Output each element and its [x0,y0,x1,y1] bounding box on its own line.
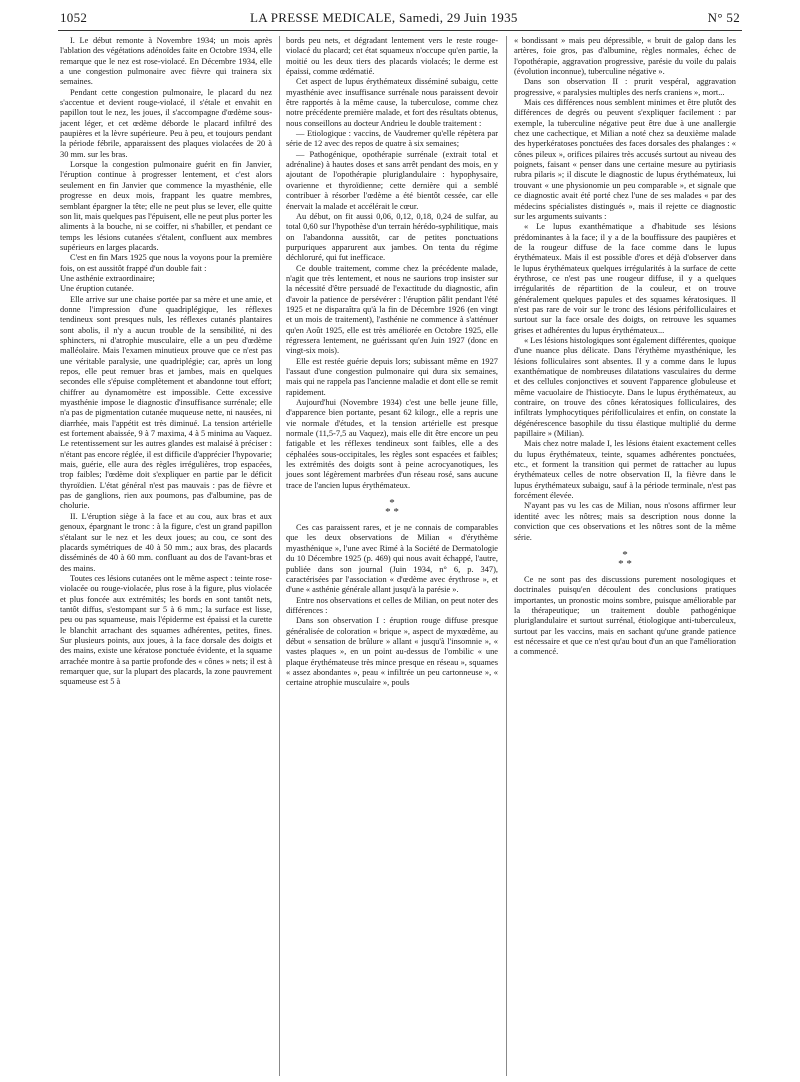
paragraph: C'est en fin Mars 1925 que nous la voyons pour la première fois, on est aussitôt frappé d'un double fait : [60,253,272,273]
paragraph: Une éruption cutanée. [60,284,134,294]
issue-number: N° 52 [707,10,740,25]
paragraph: Aujourd'hui (Novembre 1934) c'est une belle jeune fille, d'apparence bien portante, pesant 62 kilogr., elle a repris une vie normale d'études, et la tension artérielle est presque normale (11,5-7,5 au Vaquez), mais elle dit être encore un peu fatigable et les réflexes tendineux sont faibles, elle a des céphalées sous-occipitales, les règles sont espacées et faibles; les extrémités des doigts sont à peine acrocyanotiques, les joues sont légèrement marbrées d'un réseau rosé, sans aucune trace de l'ancien lupus érythémateux. [286,398,498,490]
paragraph: — Etiologique : vaccins, de Vaudremer qu'elle répètera par série de 12 avec des repos de quatre à six semaines; [286,129,498,149]
paragraph: I. Le début remonte à Novembre 1934; un mois après l'ablation des végétations adénoïdes faite en Octobre 1934, elle remarque que le nez est rose-violacé. En Décembre 1934, elle a une congestion pulmonaire avec fièvre qui trainera six semaines. [60,36,272,87]
paragraph: « Les lésions histologiques sont également différentes, quoique d'une nuance plus délicate. Dans l'érythème myasthénique, les lésions folliculaires sont absentes. Il y a comme dans le lupus exanthématique de nombreuses dilatations vasculaires du derme et des cellules conjonctives et souvent l'apparence globuleuse et même vacuolaire de l'histiocyte. Dans le lupus érythémateux, au contraire, on trouve des cônes kératosiques folliculaires, des infiltrats lymphocytiques périfolliculaires et enfin, on constate la dégénérescence basophile du tissu élastique multiplié du derme papillaire » (Milian). [514,335,736,439]
paragraph: — Pathogénique, opothérapie surrénale (extrait total et adrénaline) à hautes doses et sans arrêt pendant des mois, en y ajoutant de l'opothérapie pluriglandulaire : hypophysaire, ovarienne et thyroïdienne; cette dernière qui a semblé contribuer à résorber l'œdème a été bientôt cessée, car elle énervait la malade et accélérait le cœur. [286,149,498,211]
paragraph: Ce double traitement, comme chez la précédente malade, n'agit que très lentement, et nous ne saurions trop insister sur la nécessité d'être persuadé de l'exactitude du diagnostic, afin d'avoir la patience de persévérer : l'éruption pâlit pendant l'été 1925 et ne disparaîtra qu'à la fin de Décembre 1926 (en vingt et un mois de traitement), l'asthénie ne commence à s'atténuer qu'en Août 1925, elle est très améliorée en Octobre 1925, elle régressera lentement, ne guérissant qu'en Juin 1927 (donc en vingt-six mois). [286,263,498,356]
text-column-left [60,36,272,688]
paragraph: Elle arrive sur une chaise portée par sa mère et une amie, et donne l'impression d'une quadriplégique, les réflexes tendineux sont presques nuls, les réflexes cutanés plantaires sont abolis, il n'y a aucun trouble de la sensibilité, ni des sphincters, ni d'atrophie musculaire, elle a un peu d'œdème malléolaire. Mais l'examen minutieux prouve que ce n'est pas une véritable paralysie, une quadriplégie; car, après un long repos, elle peut remuer bras et jambes, mais en quelques secondes elle s'épuise complètement et abandonne tout effort; chiffrer au dynamomètre est impossible. Cette excessive myasthénie impose le diagnostic d'insuffisance surrénale; elle n'a pas de pigmentation cutanée muqueuse nette, ni nausées, ni diarrhée, mais l'appétit est très diminué. La tension artérielle est fortement abaissée, 9 à 7 maxima, 4 à 5 minima au Vaquez. Le retentissement sur les autres glandes est malaisé à préciser : n'étant pas encore réglée, il est difficile d'apprécier l'hypovarie; mais, guérie, elle aura des règles irrégulières, trop espacées, trop faibles; l'œdème doit s'expliquer en partie par le déficit thyroïdien. L'état général n'est pas mauvais : pas de fièvre et pas de ganglions, rien aux poumons, pas d'albumine, pas de cholurie. [60,294,272,511]
paragraph: Au début, on fit aussi 0,06, 0,12, 0,18, 0,24 de sulfar, au total 0,60 sur l'hypothèse d'un terrain hérédo-syphilitique, mais on l'abandonna aussitôt, car de petites ponctuations purpuriques apparurent aux jambes. On tenta du régime déchloruré, qui fut inefficace. [286,211,498,263]
column-divider [279,36,280,1076]
paragraph: Cet aspect de lupus érythémateux disséminé subaigu, cette myasthénie avec insuffisance surrénale nous paraissent devoir être rapportés à la même cause, la tuberculose, comme chez notre précédente première malade, et fort des résultats obtenus, nous conseillons au docteur Andrieu le double traitement : [286,77,498,128]
paragraph: Dans son observation II : prurit vespéral, aggravation progressive, « paralysies multiples des nerfs craniens », mort... [514,77,736,97]
paragraph: Mais chez notre malade I, les lésions étaient exactement celles du lupus érythémateux, teinte, squames adhérentes ponctuées, etc., et forment la transition qui permet de rattacher au lupus érythémateux celles de notre observation II, la fièvre dans le lupus érythémateux subaigu, sauf à la période terminale, n'est pas forcément élevée. [514,439,736,501]
paragraph: N'ayant pas vu les cas de Milian, nous n'osons affirmer leur identité avec les nôtres; mais sa description nous donne la conviction que ces observations et les nôtres sont de la même série. [514,501,736,542]
header-rule [58,30,742,31]
journal-title: LA PRESSE MEDICALE, Samedi, 29 Juin 1935 [250,10,518,25]
paragraph: « Le lupus exanthématique a d'habitude ses lésions prédominantes à la face; il y a de la bouffissure des paupières et de la rougeur diffuse de la face comme dans le lupus érythémateux. Mais il est possible d'ores et déjà d'observer dans le lupus érythémateux quelques irrégularités à la surface de cette érythrose, ce n'est pas une rougeur diffuse, il y a quelques irrégularités de répartition de la couleur, et on trouve généralement quelques papules et des squames kératosiques. Il n'est pas rare de voir sur le tronc des lésions périfolliculaires et surtout sur la face orsale des doigts, on retrouve les squames grises et adhérentes du lupus érythémateux... [514,222,736,335]
text-column-middle [286,36,498,689]
paragraph: Entre nos observations et celles de Milian, on peut noter des différences : [286,595,498,615]
section-separator-asterisks: * * * [385,497,399,519]
column-divider [506,36,507,1076]
text-column-right [514,36,736,658]
paragraph: II. L'éruption siège à la face et au cou, aux bras et aux genoux, épargnant le tronc : à la figure, c'est un grand papillon s'étalant sur le nez et les deux joues; au cou, ce sont des placards symétriques de 40 à 50 mm.; aux bras, des placards disséminés de 40 à 60 mm. confluant au dos de l'avant-bras et des mains. [60,511,272,573]
paragraph: Mais ces différences nous semblent minimes et être plutôt des différences de degrés ou peuvent s'expliquer facilement : par exemple, la tuberculine négative peut être due à une anallergie chez une cachectique, et Milian a noté chez sa deuxième malade des hyperkératoses ponctuées des faces dorsales des phalanges : « cônes pileux », orifices pilaires très accusés surtout au niveau des poignets, faisant « penser dans une certaine mesure au pytiriasis rubra pilaris »; il discute le diagnostic de lupus érythémateux, lui trouvant « une physionomie un peu comparable », et signale que ce diagnostic avait été porté chez l'une de ses malades « par des médecins spécialistes distingués », mais il rejette ce diagnostic sur les arguments suivants : [514,98,736,221]
paragraph: « bondissant » mais peu dépressible, « bruit de galop dans les artères, foie gros, pas d'albumine, règles normales, échec de l'opothérapie, aggravation progressive, parésie du voile du palais (évolution inconnue), tuberculine négative ». [514,36,736,77]
paragraph: Toutes ces lésions cutanées ont le même aspect : teinte rose-violacée ou rouge-violacée, plus rose à la figure, plus violacée et plus foncée aux extrémités; les bords en sont tantôt nets, tantôt diffus, s'estompant sur 5 à 6 mm.; la surface est lisse, peu ou pas squameuse, mais l'épiderme est épaissi et la curette le blanchit arrachant des squames adhérentes, petites, fines. Sur plusieurs points, aux joues, à la face dorsale des doigts et des mains, existe une kératose ponctuée évidente, et la squame arrachée montre à sa partie profonde des « cônes » nets; il est à remarquer que, sur la plupart des placards, la zone pauvrement squameuse est 5 à [60,573,272,687]
paragraph: Pendant cette congestion pulmonaire, le placard du nez s'accentue et devient rouge-violacé, il s'étale et envahit en papillon tout le nez, les joues, il s'accompagne d'œdème sous-jacent léger, et cet œdème déborde le placard infiltré des paupières et la lèvre supérieure. Peu à peu, et toujours pendant la période fébrile, apparaissent des plaques violacées de 20 à 30 mm. sur les bras. [60,87,272,159]
paragraph: Dans son observation I : éruption rouge diffuse presque généralisée de coloration « brique », aspect de myxœdème, au début « sensation de brûlure » allant « jusqu'à l'insomnie », « vastes plaques », en un point au-dessus de l'ombilic « une plaque érythémateuse très mince presque en réseau », squames « assez abondantes », peau « infiltrée un peu cartonneuse », « certaine atrophie musculaire », pouls [286,616,498,688]
page-header [60,8,740,30]
paragraph: Ce ne sont pas des discussions purement nosologiques et doctrinales puisqu'en découlent des conclusions pratiques importantes, un pronostic moins sombre, puisque améliorable par la thérapeutique; un traitement double pathogénique pluriglandulaire et surtout surrénal, étiologique anti-tuberculeux, surtout par les vaccins, mais en sachant qu'une grande patience est nécessaire et que ce n'est qu'au bout d'un an que l'amélioration a commencé. [514,574,736,657]
paragraph: Une asthénie extraordinaire; [60,273,155,283]
paragraph: Elle est restée guérie depuis lors; subissant même en 1927 l'assaut d'une congestion pulmonaire qui dura six semaines, mais qui ne rappela pas l'ancienne maladie et dont elle se remit rapidement. [286,356,498,397]
page-number: 1052 [60,10,88,25]
paragraph: Lorsque la congestion pulmonaire guérit en fin Janvier, l'éruption continue à progresser lentement, et c'est alors seulement en fin Janvier que commence la myasthénie, elle progresse en deux mois, frappant les quatre membres, semblant épargner la tête; elle ne peut plus se lever, elle quitte son lit, mais quelques pas l'épuisent, elle ne peut plus porter les aliments à la bouche, ni se coiffer, ni s'habiller, et pendant ce temps les lésions cutanées s'étalent, confluent aux membres supérieurs en larges placards. [60,160,273,252]
paragraph: Ces cas paraissent rares, et je ne connais de comparables que les deux observations de Milian « d'érythème myasthénique », l'une avec Rimé à la Société de Dermatologie du 10 Décembre 1925 (p. 469) qui nous avait échappé, l'autre, publiée dans son journal (Juin 1934, n° 6, p. 347), caractérisées par l'association « d'œdème avec érythrose », et d'une « asthénie générale allant jusqu'à la parésie ». [286,523,498,595]
section-separator-asterisks: * * * [618,548,632,570]
paragraph: bords peu nets, et dégradant lentement vers le reste rouge-violacé du placard; cet état squameux n'occupe qu'en partie, la moitié ou les deux tiers des placards violacés; le derme est épaissi, comme œdématié. [286,36,498,77]
